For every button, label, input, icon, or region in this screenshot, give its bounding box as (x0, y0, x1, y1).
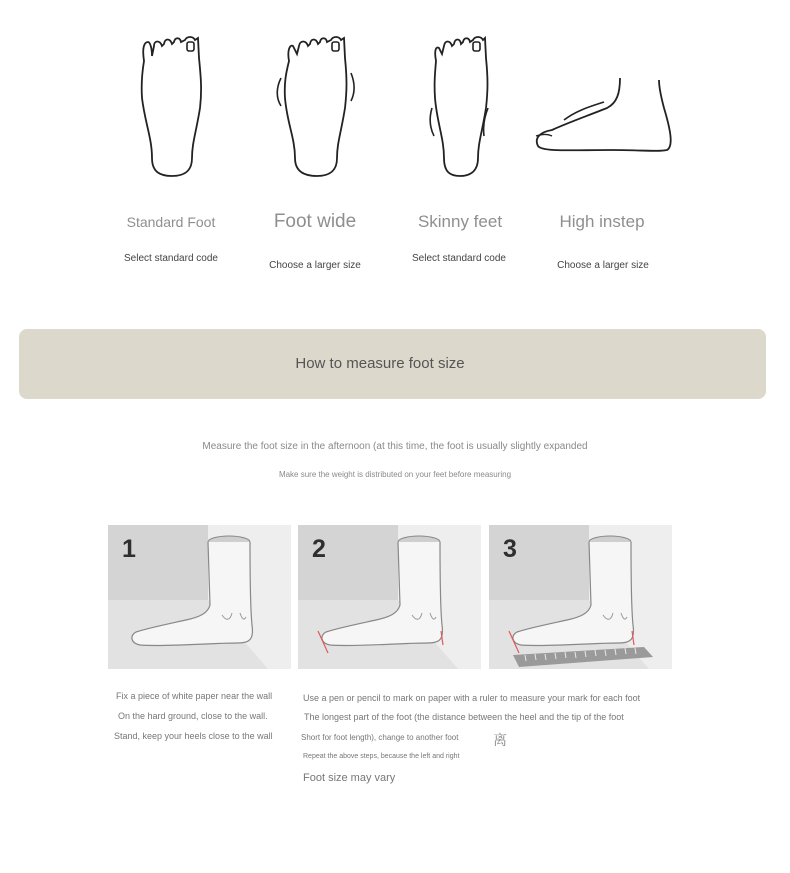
skinny-foot-icon (420, 28, 505, 183)
wide-foot-icon (273, 28, 358, 183)
foot-type-subtitle: Select standard code (412, 253, 506, 264)
high-instep-foot-icon (532, 28, 677, 183)
foot-type-subtitle: Select standard code (124, 253, 218, 264)
standard-foot-icon (130, 28, 215, 183)
foot-type-title: Standard Foot (126, 214, 216, 230)
step23-line: The longest part of the foot (the distance between the heel and the tip of the foot (304, 712, 624, 722)
banner-title: How to measure foot size (295, 355, 465, 372)
foot-type-subtitle: Choose a larger size (557, 260, 649, 271)
step-panel-3 (489, 525, 672, 669)
step1-line: Fix a piece of white paper near the wall (116, 691, 273, 701)
step-number: 3 (503, 535, 517, 563)
note-weight: Make sure the weight is distributed on your feet before measuring (278, 470, 512, 479)
step23-line: Foot size may vary (303, 772, 396, 784)
step1-line: On the hard ground, close to the wall. (118, 711, 268, 721)
step23-line: Short for foot length), change to another foot (301, 733, 459, 742)
step1-line: Stand, keep your heels close to the wall (114, 731, 273, 741)
foot-type-title: Skinny feet (417, 212, 503, 231)
foot-type-title: Foot wide (273, 211, 357, 232)
foot-type-subtitle: Choose a larger size (269, 260, 361, 271)
step23-line: Use a pen or pencil to mark on paper with a ruler to measure your mark for each foot (303, 693, 641, 703)
note-afternoon: Measure the foot size in the afternoon (at this time, the foot is usually slightly expanded (202, 441, 588, 452)
foot-type-title: High instep (559, 212, 645, 231)
step-number: 1 (122, 535, 136, 563)
step-panel-1 (108, 525, 291, 669)
step-number: 2 (312, 535, 326, 563)
step-panel-2 (298, 525, 481, 669)
step23-line: Repeat the above steps, because the left and right (303, 753, 460, 760)
step23-glyph: 离 (493, 732, 507, 748)
